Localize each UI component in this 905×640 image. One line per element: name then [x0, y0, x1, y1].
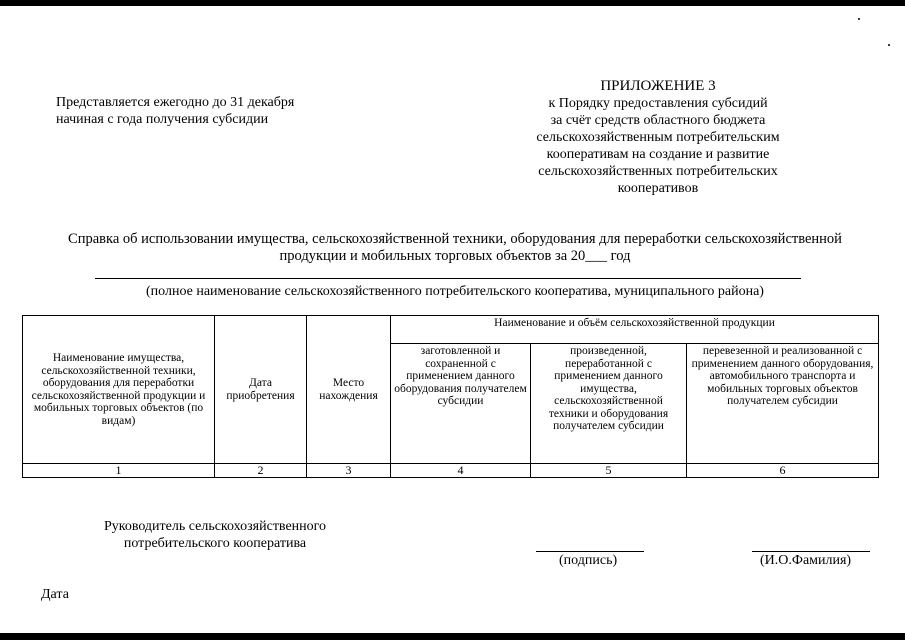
usage-table — [22, 315, 879, 478]
appendix-title: ПРИЛОЖЕНИЕ 3 — [600, 78, 716, 94]
date-label: Дата — [41, 587, 69, 602]
document-title — [30, 231, 880, 265]
col-header-date: Дата приобретения — [215, 316, 307, 464]
appendix-line: сельскохозяйственных потребительских — [538, 164, 778, 179]
col-number: 6 — [687, 464, 879, 478]
scan-top-edge — [0, 0, 905, 6]
submission-note — [56, 94, 294, 128]
appendix-line: кооперативам на создание и развитие — [546, 147, 770, 162]
col-number: 3 — [307, 464, 391, 478]
appendix-line: кооперативов — [617, 181, 699, 196]
col-number: 4 — [391, 464, 531, 478]
appendix-line: к Порядку предоставления субсидий — [548, 96, 768, 111]
scan-speck — [888, 44, 890, 46]
title-line: Справка об использовании имущества, сельскохозяйственной техники, оборудования для переработки сельскохозяйственной — [68, 231, 842, 247]
note-line: Представляется ежегодно до 31 декабря — [56, 95, 295, 110]
appendix-block — [510, 78, 806, 197]
note-line: начиная с года получения субсидии — [56, 112, 269, 127]
name-label: (И.О.Фамилия) — [760, 553, 852, 568]
title-line: продукции и мобильных торговых объектов за 20___ год — [279, 248, 631, 264]
signer-title — [92, 518, 338, 552]
appendix-line: за счёт средств областного бюджета — [550, 113, 766, 128]
appendix-line: сельскохозяйственным потребительским — [536, 130, 780, 145]
col-header-property: Наименование имущества, сельскохозяйственной техники, оборудования для переработки сельскохозяйственной продукции и мобильных торговых объектов (по видам) — [23, 316, 215, 464]
col-number: 5 — [531, 464, 687, 478]
col-number: 1 — [23, 464, 215, 478]
name-fill-line[interactable] — [752, 551, 870, 552]
col-header-production-group: Наименование и объём сельскохозяйственной продукции — [391, 316, 879, 344]
signer-line: потребительского кооператива — [123, 536, 307, 551]
col-header-stored: заготовленной и сохраненной с применением данного оборудования получателем субсидии — [391, 344, 531, 464]
col-number: 2 — [215, 464, 307, 478]
org-name-caption: (полное наименование сельскохозяйственного потребительского кооператива, муниципального района) — [146, 284, 764, 299]
signature-fill-line[interactable] — [536, 551, 644, 552]
scan-bottom-edge — [0, 633, 905, 640]
scan-speck — [858, 18, 860, 20]
col-header-produced: произведенной, переработанной с применением данного имущества, сельскохозяйственной техники и оборудования получателем субсидии — [531, 344, 687, 464]
org-name-fill-line[interactable] — [95, 278, 801, 279]
signer-line: Руководитель сельскохозяйственного — [103, 519, 327, 534]
col-header-location: Место нахождения — [307, 316, 391, 464]
col-header-transported: перевезенной и реализованной с применением данного оборудования, автомобильного транспорта и мобильных торговых объектов получателем субсидии — [687, 344, 879, 464]
signature-label: (подпись) — [559, 553, 618, 568]
